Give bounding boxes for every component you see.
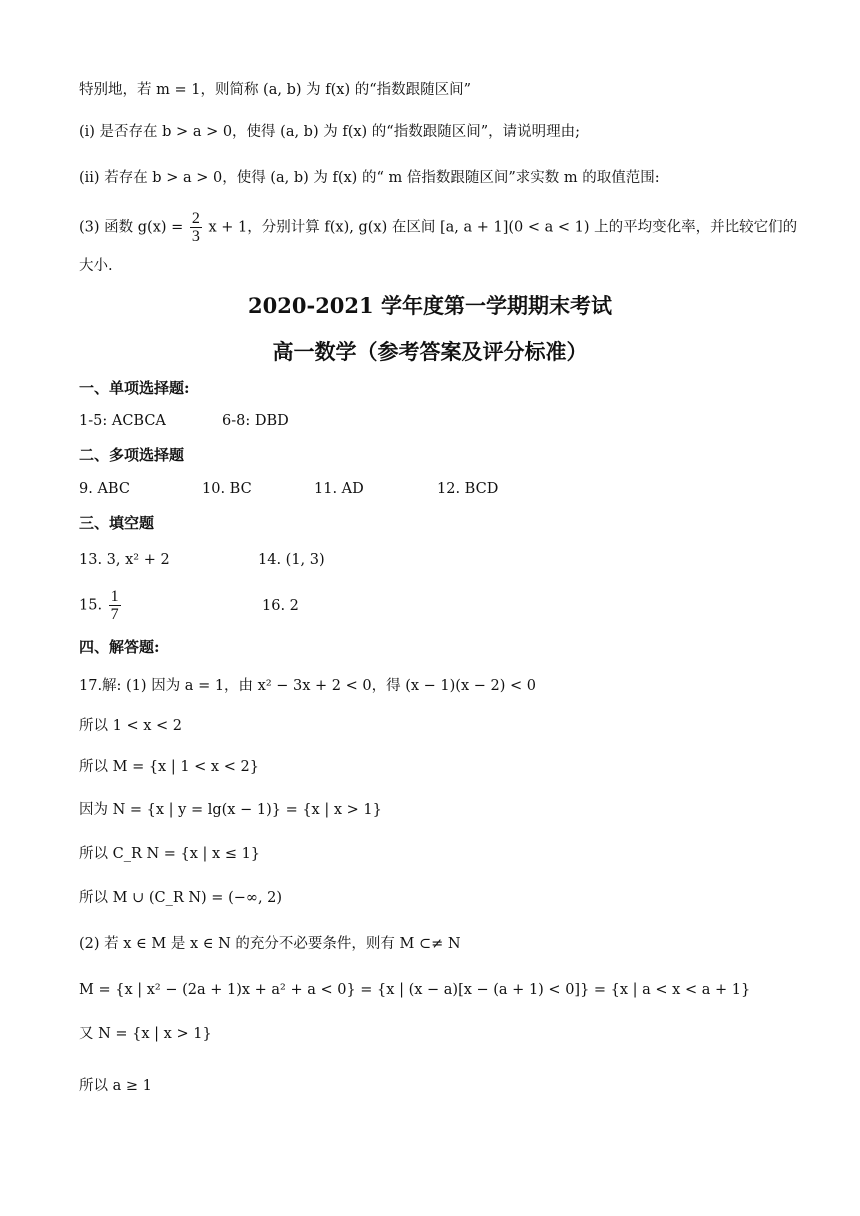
answer-item: 11. AD [314,481,364,497]
section-heading: 四、解答题: [79,638,160,656]
text-line: 特别地，若 m = 1，则简称 (a, b) 为 f(x) 的“指数跟随区间” [79,82,472,98]
answer-item: 9. ABC [79,481,130,497]
solution-line: 又 N = {x | x > 1} [79,1026,212,1042]
text-line: 大小. [79,258,113,274]
section-heading: 二、多项选择题 [79,446,185,464]
text-fragment: 15. [79,597,103,614]
fraction-denominator: 7 [110,606,119,623]
solution-line: (2) 若 x ∈ M 是 x ∈ N 的充分不必要条件，则有 M ⊂≠ N [79,936,461,952]
text-line [79,210,797,245]
answer-item: 16. 2 [262,598,299,614]
answer-item: 13. 3, x² + 2 [79,552,170,568]
fraction-numerator: 1 [110,588,119,605]
answer-line: 1-5: ACBCA [79,413,166,429]
page-subtitle: 高一数学（参考答案及评分标准） [272,339,588,364]
solution-line: 所以 a ≥ 1 [79,1078,152,1094]
fraction-numerator: 2 [191,210,200,227]
fraction [190,210,202,245]
text-line: (i) 是否存在 b > a > 0，使得 (a, b) 为 f(x) 的“指数跟随区间”，请说明理由; [79,124,581,140]
answer-item: 12. BCD [437,481,499,497]
solution-line: M = {x | x² − (2a + 1)x + a² + a < 0} = {x | (x − a)[x − (a + 1) < 0]} = {x | a < x < a + 1} [79,982,751,998]
solution-line: 因为 N = {x | y = lg(x − 1)} = {x | x > 1} [79,802,382,818]
solution-line: 所以 1 < x < 2 [79,718,182,734]
solution-line: 所以 M ∪ (C_R N) = (−∞, 2) [79,890,283,906]
answer-item: 14. (1, 3) [258,552,325,568]
fraction [109,588,121,623]
section-heading: 一、单项选择题: [79,379,190,397]
solution-line: 17.解: (1) 因为 a = 1，由 x² − 3x + 2 < 0，得 (x − 1)(x − 2) < 0 [79,678,536,694]
section-heading: 三、填空题 [79,514,155,532]
text-fragment: (3) 函数 g(x) = [79,219,184,236]
answer-line: 6-8: DBD [222,413,289,429]
text-line: (ii) 若存在 b > a > 0，使得 (a, b) 为 f(x) 的“ m 倍指数跟随区间”求实数 m 的取值范围: [79,170,660,186]
page-title: 2020-2021 学年度第一学期期末考试 [248,293,612,318]
answer-item: 10. BC [202,481,252,497]
answer-item [79,588,123,623]
text-fragment: x + 1，分别计算 f(x), g(x) 在区间 [a, a + 1](0 < a < 1) 上的平均变化率，并比较它们的 [208,219,798,236]
solution-line: 所以 M = {x | 1 < x < 2} [79,759,259,775]
fraction-denominator: 3 [191,228,200,245]
solution-line: 所以 C_R N = {x | x ≤ 1} [79,846,261,862]
